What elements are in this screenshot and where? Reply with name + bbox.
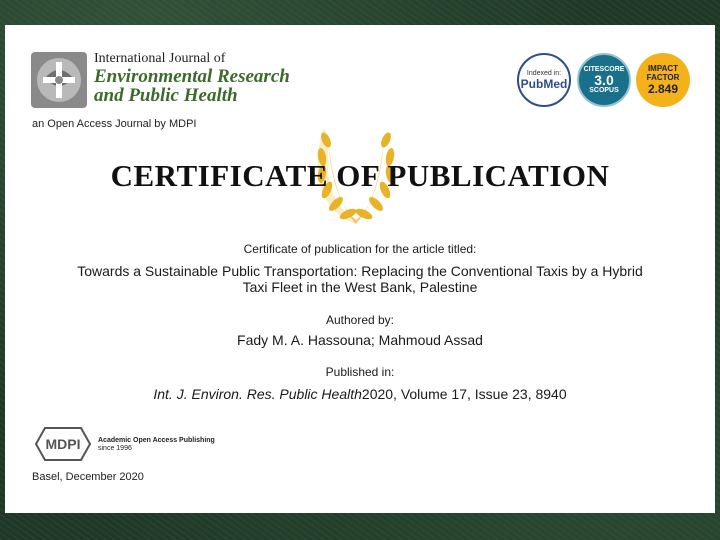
impact-factor-value: 2.849 <box>647 82 679 96</box>
journal-name-line3: and Public Health <box>94 85 238 106</box>
certificate-card <box>5 25 715 513</box>
place-date: Basel, December 2020 <box>32 471 144 483</box>
impact-factor-badge <box>636 53 690 107</box>
mdpi-tagline-main: Academic Open Access Publishing <box>98 437 215 444</box>
pubmed-badge <box>517 53 571 107</box>
journal-name-line1: International Journal of <box>94 51 226 66</box>
journal-citation <box>5 386 715 402</box>
authors: Fady M. A. Hassouna; Mahmoud Assad <box>237 332 483 348</box>
authored-label: Authored by: <box>325 313 395 327</box>
journal-name <box>94 51 290 105</box>
mdpi-logo-icon <box>32 425 94 463</box>
mdpi-tagline <box>98 437 215 453</box>
citescore-value: 3.0 <box>594 72 614 88</box>
citescore-badge <box>577 53 631 107</box>
journal-details: 2020, Volume 17, Issue 23, 8940 <box>361 386 567 402</box>
citescore-source: SCOPUS <box>589 87 619 94</box>
open-access-line: an Open Access Journal by MDPI <box>32 118 197 130</box>
pubmed-badge-caption: Indexed in: <box>526 69 562 77</box>
published-label: Published in: <box>325 365 395 379</box>
journal-abbreviation: Int. J. Environ. Res. Public Health <box>153 386 362 402</box>
mdpi-logo-text: MDPI <box>45 436 81 452</box>
journal-emblem-icon <box>31 52 87 108</box>
pubmed-badge-name: PubMed <box>520 76 568 91</box>
impact-factor-line2: FACTOR <box>646 73 680 82</box>
mdpi-tagline-since: since 1996 <box>98 445 132 452</box>
impact-factor-line1: IMPACT <box>647 64 679 73</box>
certificate-title: CERTIFICATE OF PUBLICATION <box>110 158 610 193</box>
article-title: Towards a Sustainable Public Transportation: Replacing the Conventional Taxis by a Hybrid Taxi Fleet in the West Bank, Palestine <box>77 263 643 295</box>
journal-name-line2: Environmental Research <box>94 66 290 87</box>
intro-text: Certificate of publication for the article titled: <box>243 242 477 256</box>
citescore-label: CITESCORE <box>583 66 625 73</box>
